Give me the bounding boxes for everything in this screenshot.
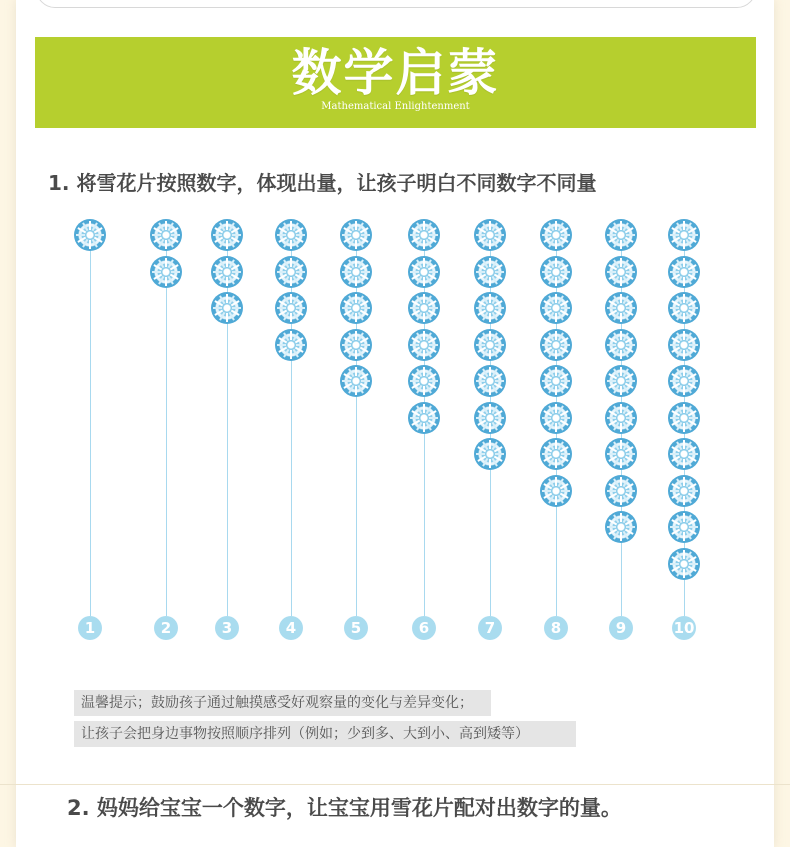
- snowflake-piece-icon: [474, 329, 506, 361]
- column-2-stem: [166, 235, 167, 616]
- snowflake-piece-icon: [668, 402, 700, 434]
- snowflake-piece-icon: [340, 365, 372, 397]
- snowflake-piece-icon: [605, 365, 637, 397]
- snowflake-piece-icon: [668, 438, 700, 470]
- snowflake-piece-icon: [668, 292, 700, 324]
- snowflake-piece-icon: [474, 219, 506, 251]
- section-2-heading: 2. 妈妈给宝宝一个数字，让宝宝用雪花片配对出数字的量。: [67, 796, 622, 820]
- snowflake-piece-icon: [605, 475, 637, 507]
- banner-subtitle: Mathematical Enlightenment: [321, 101, 470, 112]
- snowflake-piece-icon: [540, 292, 572, 324]
- snowflake-piece-icon: [540, 329, 572, 361]
- snowflake-piece-icon: [275, 329, 307, 361]
- snowflake-piece-icon: [275, 219, 307, 251]
- snowflake-piece-icon: [605, 219, 637, 251]
- number-badge-8: 8: [544, 616, 568, 640]
- snowflake-piece-icon: [408, 292, 440, 324]
- snowflake-piece-icon: [668, 548, 700, 580]
- snowflake-piece-icon: [408, 329, 440, 361]
- snowflake-piece-icon: [668, 475, 700, 507]
- snowflake-piece-icon: [211, 292, 243, 324]
- snowflake-piece-icon: [668, 256, 700, 288]
- number-badge-9: 9: [609, 616, 633, 640]
- number-badge-2: 2: [154, 616, 178, 640]
- snowflake-piece-icon: [540, 402, 572, 434]
- number-badge-4: 4: [279, 616, 303, 640]
- title-banner: [35, 37, 756, 128]
- number-badge-5: 5: [344, 616, 368, 640]
- tip-line-2: 让孩子会把身边事物按照顺序排列（例如；少到多、大到小、高到矮等）: [74, 721, 576, 747]
- snowflake-piece-icon: [275, 292, 307, 324]
- snowflake-piece-icon: [150, 256, 182, 288]
- snowflake-piece-icon: [605, 329, 637, 361]
- snowflake-piece-icon: [74, 219, 106, 251]
- search-bar-edge: [36, 0, 756, 8]
- number-badge-6: 6: [412, 616, 436, 640]
- section-divider: [0, 784, 790, 785]
- snowflake-piece-icon: [605, 292, 637, 324]
- snowflake-piece-icon: [540, 365, 572, 397]
- snowflake-piece-icon: [605, 402, 637, 434]
- snowflake-piece-icon: [408, 256, 440, 288]
- snowflake-piece-icon: [150, 219, 182, 251]
- number-badge-10: 10: [672, 616, 696, 640]
- number-badge-3: 3: [215, 616, 239, 640]
- snowflake-piece-icon: [605, 256, 637, 288]
- snowflake-piece-icon: [540, 219, 572, 251]
- snowflake-piece-icon: [540, 256, 572, 288]
- snowflake-piece-icon: [668, 365, 700, 397]
- snowflake-piece-icon: [211, 256, 243, 288]
- tip-line-1: 温馨提示；鼓励孩子通过触摸感受好观察量的变化与差异变化；: [74, 690, 491, 716]
- snowflake-piece-icon: [668, 511, 700, 543]
- number-badge-1: 1: [78, 616, 102, 640]
- snowflake-piece-icon: [540, 475, 572, 507]
- snowflake-piece-icon: [474, 402, 506, 434]
- snowflake-piece-icon: [668, 329, 700, 361]
- snowflake-piece-icon: [408, 219, 440, 251]
- snowflake-piece-icon: [668, 219, 700, 251]
- snowflake-piece-icon: [211, 219, 243, 251]
- column-1-stem: [90, 235, 91, 616]
- snowflake-piece-icon: [408, 402, 440, 434]
- snowflake-piece-icon: [474, 365, 506, 397]
- snowflake-piece-icon: [605, 511, 637, 543]
- banner-title: 数学启蒙: [291, 44, 500, 102]
- snowflake-piece-icon: [474, 438, 506, 470]
- number-badge-7: 7: [478, 616, 502, 640]
- snowflake-piece-icon: [340, 256, 372, 288]
- snowflake-piece-icon: [340, 219, 372, 251]
- snowflake-piece-icon: [474, 256, 506, 288]
- snowflake-piece-icon: [340, 292, 372, 324]
- snowflake-piece-icon: [275, 256, 307, 288]
- section-1-heading: 1. 将雪花片按照数字，体现出量，让孩子明白不同数字不同量: [48, 171, 597, 195]
- snowflake-piece-icon: [540, 438, 572, 470]
- snowflake-piece-icon: [340, 329, 372, 361]
- snowflake-piece-icon: [474, 292, 506, 324]
- snowflake-piece-icon: [408, 365, 440, 397]
- snowflake-piece-icon: [605, 438, 637, 470]
